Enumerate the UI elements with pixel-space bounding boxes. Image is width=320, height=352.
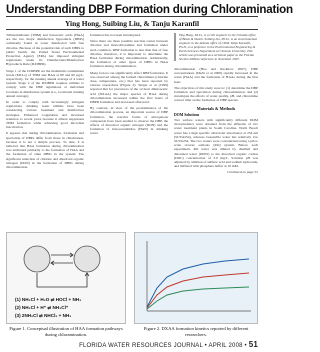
subsection-heading-dom: DOM Solutions xyxy=(174,112,200,117)
paragraph: Two surface waters with significantly different DOM characteristics were obtained from the effluents of two water treatment plants in South Carolina. North Beach water has a high specific ultraviolet absorbance at 254 nm (SUVA254), whereas Greenville water has relatively low SUVA254. The two waters were concentrated using a pilot-scale reverse osmosis (RO) system. Before each experiment, RO water was diluted by distilled and deionized water (DDW) to the dissolved organic carbon (DOC) concentration of 3.0 mg/L. Solution pH was adjusted by addition of sulfuric acid and sodium hydroxide, and buffered with phosphate buffer at 10 mM. xyxy=(174,118,258,169)
reaction-1: (1) NH₂Cl + H₂O ⇌ HOCl + NH₃ xyxy=(15,297,82,302)
figure-1-caption: Figure 1. Conceptual illustration of HAA formation pathways during chloramination. xyxy=(9,326,123,337)
byline-rule xyxy=(6,29,258,30)
figure-2-caption: Figure 2. DXAA formation kinetics reported by different researchers. xyxy=(143,326,249,337)
paragraph: Trihalomethanes (THM) and haloacetic acids (HAA) are the two major disinfection byproducts (DBPs) commonly found in water disinfected with free chlorine. Because of the potential risk of such DBPs to public health, the United States Environmental Protection Agency (EPA) has imposed stringent regulations under its Disinfectants/Disinfection Byproducts Rule (D/DBPR). xyxy=(6,33,84,67)
continued-note: Continued on page 52 xyxy=(226,170,258,175)
paragraph: Since there are three possible reaction routes between chlorine and monochloramine and formation under such condition, DBP formation is less than that of free chlorine, therefore, it is important to determine the HAA formation during chloramination. Additionally, the formation of other types of DBPs in HAA formation during chloramination. xyxy=(90,39,168,69)
author-byline: Ying Hong, Suibing Liu, & Tanju Karanfil xyxy=(64,19,200,28)
figure-1 xyxy=(6,232,126,324)
paragraph: It appears that during chloramination, formation and speciation of DBPs differ from those in chlorination, because it is not a simple process. To date, it is believed that HAA formation during chloramination was attributed primarily to the formation of HAA and the formation of other DBPs in the system. The significant reduction of chlorine and dissolved organic nitrogen (DON) in the formation of DBPs during chloramination. xyxy=(6,131,84,170)
page-number: 51 xyxy=(248,340,258,349)
paragraph: chloramination (Hua and Reckhow 2007), DBP concentrations (Diehl et al 2000) rapidly increased in the water (HAA) and the formation of HAAs during the first hour. xyxy=(174,67,258,84)
paragraph: Many factors can significantly affect DBP formation. It was observed among the formed chloramines (chlorine dose, temperature, etc.) that has been reported by various researchers (Figure 2). Singer et al (1999) reported that for precursors of the 12 hour dihaloacetic acid (DXAA) the major species of HAA during chloramination increased within the first hours of DBPR formation and decreased afterward. xyxy=(90,70,168,105)
paragraph: By contrast, in view of the predominance of the chloramination process, an important source of DBP formation, the reactive forms of nitrogenous compounds have been studied to observe the DBP, the effects of dissolved organic nitrogen (DON) and the formation of haloacetonitriles (HAN) in drinking water. xyxy=(90,106,168,136)
article-column-2 xyxy=(90,33,168,138)
page-footer xyxy=(79,340,258,349)
paragraph: Stage 1 of the D/DBPR set the maximum contaminant levels (MCLs) of THM and HAA at 80 and 60 µg/L, respectively, for the running annual average of 4 water system. Stage 2 of the D/DBPR requires utilities to comply with the DBP regulations at individual locations in distribution system (i.e., locational running annual average). xyxy=(6,68,84,98)
hah-pathway-diagram xyxy=(7,235,125,297)
paragraph: In order to comply with increasingly stringent regulations, drinking water utilities have been considering various treatment and disinfection strategies. Enhanced coagulation and increased retention to recent years because it almost suppresses THM formation while achieving good microbial inactivation. xyxy=(6,100,84,130)
section-heading-methods: Materials & Methods xyxy=(196,105,236,111)
author-bio: Ying Hong, Ph.D., is a civil engineer in the Orlando office of Black & Veatch. Suibing Liu, Ph.D., is an environmental engineer in the Atlanta office of CDM. Tanju Karanfil, Ph.D., is a professor in the Environmental Engineering & Earth Sciences Department at Clemson University. This article was presented as a technical paper at the Florida Section AWWA conference in November 2007. xyxy=(174,33,258,61)
article-column-1 xyxy=(6,33,84,171)
reaction-3: (3) 2NH₂Cl ⇌ NHCl₂ + NH₃ xyxy=(15,313,72,318)
article-title: Understanding DBP Formation during Chloramination xyxy=(6,3,293,16)
paragraph: The objectives of this study were to: (1) determine the DBP formation and speciation during chloramination, and (2) investigate the effects of water quality, pH, and chloramine contact time on the formation of DBP species. xyxy=(174,85,258,103)
article-column-3 xyxy=(174,33,258,175)
journal-name: FLORIDA WATER RESOURCES JOURNAL • APRIL 2008 • xyxy=(79,343,247,349)
paragraph: formation has not been investigated. xyxy=(90,33,141,37)
figure-2 xyxy=(134,232,258,324)
top-rule xyxy=(6,16,258,17)
reaction-2: (2) NH₂Cl + H⁺ ⇌ NH₃Cl⁺ xyxy=(15,305,69,310)
dxaa-kinetics-chart xyxy=(135,233,257,323)
